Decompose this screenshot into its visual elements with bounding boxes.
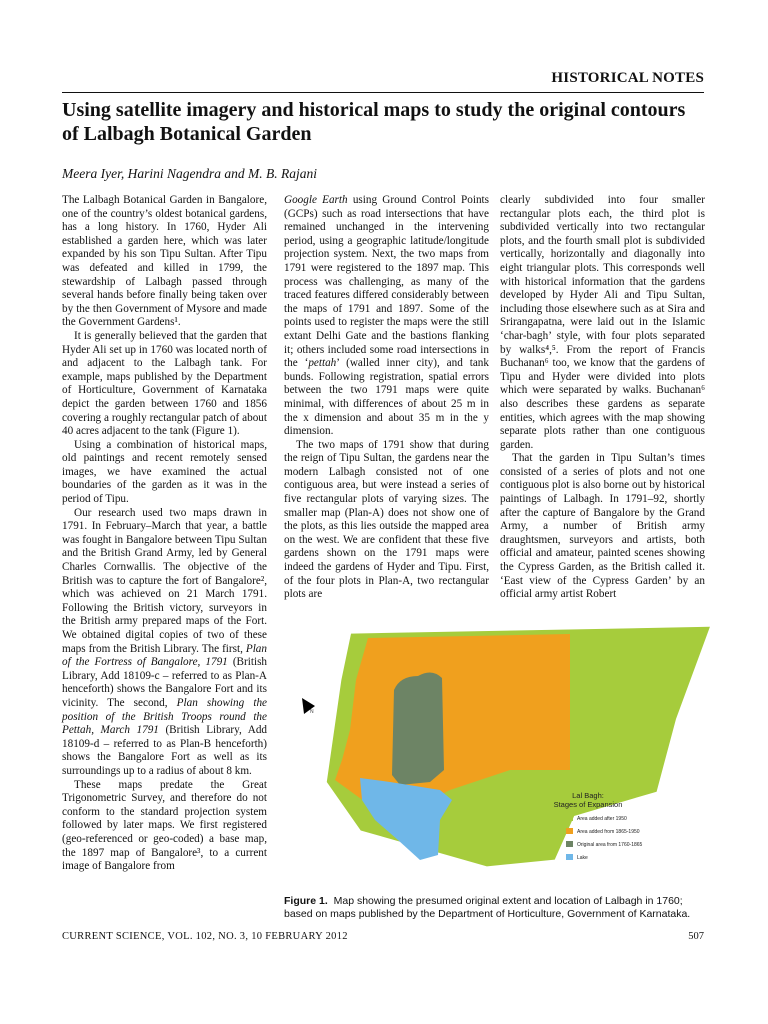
article-authors: Meera Iyer, Harini Nagendra and M. B. Rajani — [62, 166, 317, 181]
paragraph — [62, 507, 267, 779]
article-title: Using satellite imagery and historical maps to study the original contours of Lalbagh Botanical Garden — [62, 99, 686, 145]
column-1 — [62, 194, 267, 918]
legend-title-2: Stages of Expansion — [553, 800, 623, 809]
paragraph: The Lalbagh Botanical Garden in Bangalore, one of the country’s oldest botanical gardens, has a long history. In 1760, Hyder Ali established a garden here, which was later expanded by his son Tipu Sultan. After Tipu was defeated and killed in 1799, the stewardship of Lalbagh passed through several hands before finally being taken over by the then Government of Mysore and made the Government Gardens¹. — [62, 194, 267, 329]
legend-label: Lake — [577, 855, 588, 861]
figure-caption — [284, 895, 709, 921]
map-title-italic: Plan of the Fortress of Bangalore, 1791 — [62, 642, 267, 669]
software-name-italic: Google Earth — [284, 194, 348, 206]
map-title-italic: Plan showing the position of the British Troops round the Pettah, March 1791 — [62, 696, 267, 737]
legend-title-1: Lal Bagh: — [572, 791, 604, 800]
term-italic: pettah — [308, 357, 337, 370]
journal-footer: CURRENT SCIENCE, VOL. 102, NO. 3, 10 FEBRUARY 2012 — [62, 931, 348, 942]
compass-label: N — [310, 709, 314, 715]
legend-swatch — [566, 854, 573, 860]
paragraph: That the garden in Tipu Sultan’s times consisted of a series of plots and not one contiguous plot is also borne out by historical paintings of Lalbagh. In 1791–92, shortly after the capture of Bangalore by the Grand Army, a number of British army draughtsmen, surveyors and artists, both official and amateur, painted scenes showing the Cypress Garden, as the British called it. ‘East view of the Cypress Garden’ by an official army artist Robert — [500, 452, 705, 601]
text-run: (British Library, Add 18109-c – referred to as Plan-A henceforth) shows the Bangalore Fort and its vicinity. The second, — [62, 656, 268, 709]
text-run: ’ (walled inner city), and tank bunds. Following registration, spatial errors between the two 1791 maps were quite minimal, with differences of about 25 m in the x dimension and about 35 m in the y dimension. — [284, 357, 489, 438]
paragraph: clearly subdivided into four smaller rectangular plots each, the third plot is subdivided vertically into two rectangular plots, and the fourth small plot is subdivided vertically, horizontally and diagonally into eight triangular plots. This corresponds well with historical information that the gardens developed by Hyder Ali and Tipu Sultan, including those elsewhere such as at Sira and Srirangapatna, were laid out in the Islamic ‘char-bagh’ style, with four plots separated by walks⁴,⁵. From the report of Francis Buchanan⁶ too, we know that the gardens of Tipu and Hyder were divided into plots which were separated by walks. Buchanan⁶ also describes these gardens as separate entities, which agrees with the map showing separate plots rather than one contiguous garden. — [500, 194, 705, 451]
paragraph: It is generally believed that the garden that Hyder Ali set up in 1760 was located north of and adjacent to the Lalbagh tank. For example, maps published by the Department of Horticulture, Government of Karnataka depict the garden between 1760 and 1856 covering a roughly rectangular patch of about 40 acres adjacent to the tank (Figure 1). — [62, 329, 267, 438]
north-arrow-icon — [302, 698, 315, 715]
figure-label: Figure 1. — [284, 895, 328, 907]
legend-label: Area added after 1950 — [577, 816, 627, 822]
map-area-1760-1865 — [392, 672, 444, 785]
column-3 — [500, 194, 705, 614]
paragraph — [284, 194, 489, 439]
legend-swatch — [566, 828, 573, 834]
text-run: using Ground Control Points (GCPs) such as road intersections that have remained unchanged in the intervening period, using a geographic latitude/longitude projection system. Next, the two maps from 1791 were registered to the 1897 map. This process was challenging, as many of the traced features differed considerably between the maps of 1791 and 1897. Some of the points used to register the maps were the still extant Delhi Gate and the bastions flanking it; others included some road intersections in the ‘ — [284, 194, 490, 370]
text-run: Our research used two maps drawn in 1791. In February–March that year, a battle was fought in Bangalore between Tipu Sultan and the British Grand Army, led by General Charles Cornwallis. The objective of the British was to capture the fort of Bangalore², which was achieved on 21 March 1791. Following the British victory, surveyors in the British army prepared maps of the Fort. We obtained digital copies of two of these maps from the British Library. The first, — [62, 506, 267, 655]
lalbagh-expansion-map — [310, 620, 710, 880]
legend-swatch — [566, 841, 573, 847]
paragraph: Using a combination of historical maps, old paintings and recent remotely sensed images, we have examined the actual boundaries of the garden as it was in the period of Tipu. — [62, 438, 267, 506]
section-heading: HISTORICAL NOTES — [551, 70, 704, 86]
page-number: 507 — [688, 931, 704, 942]
map-legend — [566, 815, 643, 861]
text-run: (British Library, Add 18109-d – referred to as Plan-B henceforth) shows the Bangalore Fort as well as its surroundings up to a radius of about 8 km. — [62, 724, 268, 777]
header-rule — [62, 92, 704, 93]
paragraph: These maps predate the Great Trigonometric Survey, and therefore do not conform to the standard projection system followed by later maps. We first registered (geo-referenced or geo-coded) a base map, the 1897 map of Bangalore³, to a current image of Bangalore from — [62, 778, 267, 873]
legend-swatch — [566, 815, 573, 821]
column-2 — [284, 194, 489, 614]
paragraph: The two maps of 1791 show that during the reign of Tipu Sultan, the gardens near the modern Lalbagh consisted not of one contiguous area, but were instead a series of five rectangular plots of varying sizes. The smaller map (Plan-A) does not show one of the plots, as this lies outside the mapped area on the west. We are confident that these five gardens shown on the 1791 maps were indeed the gardens of Hyder and Tipu. First, of the four plots in Plan-A, two rectangular plots are — [284, 438, 489, 601]
caption-text: Map showing the presumed original extent and location of Lalbagh in 1760; based on maps published by the Department of Horticulture, Government of Karnataka. — [284, 895, 691, 920]
legend-label: Original area from 1760-1865 — [577, 842, 643, 848]
legend-label: Area added from 1865-1950 — [577, 829, 640, 835]
